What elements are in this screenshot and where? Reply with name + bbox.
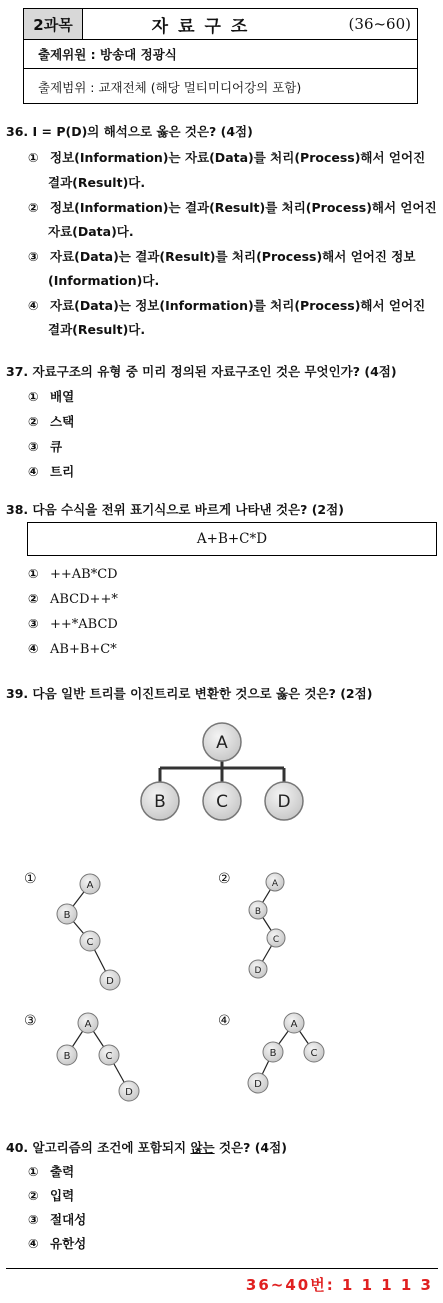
expression-box	[27, 522, 437, 556]
tree-node-a	[203, 723, 241, 761]
q40-option-4: ④ 유한성	[28, 1236, 87, 1251]
q39-option-1-num: ①	[24, 871, 37, 887]
q36-option-3-cont: (Information)다.	[48, 273, 160, 288]
q36-option-4: ④ 자료(Data)는 정보(Information)를 처리(Process)해서 얻어진	[28, 298, 426, 313]
q36-option-1-cont: 결과(Result)다.	[48, 175, 146, 190]
svg-text:C: C	[86, 937, 94, 948]
q39-option-2-num: ②	[218, 871, 231, 887]
author-line: 출제위원 : 방송대 정광식	[24, 39, 417, 69]
q39-option-3-tree	[57, 1013, 139, 1101]
question-36-stem: 36. I = P(D)의 해석으로 옳은 것은? (4점)	[6, 124, 253, 139]
q36-option-4-cont: 결과(Result)다.	[48, 322, 146, 337]
svg-text:A: A	[216, 733, 228, 753]
q40-option-2: ② 입력	[28, 1188, 75, 1203]
question-40-stem: 40. 알고리즘의 조건에 포함되지 않는 것은? (4점)	[6, 1140, 287, 1155]
footer-divider	[6, 1268, 438, 1269]
svg-text:D: D	[277, 792, 291, 812]
question-range: (36~60)	[348, 15, 411, 33]
question-39-stem: 39. 다음 일반 트리를 이진트리로 변환한 것으로 옳은 것은? (2점)	[6, 686, 373, 701]
svg-text:D: D	[254, 1079, 262, 1090]
general-tree	[141, 723, 303, 820]
header-title-row	[24, 9, 417, 40]
q37-option-3: ③ 큐	[28, 439, 63, 454]
q39-option-3-num: ③	[24, 1013, 37, 1029]
question-37-stem: 37. 자료구조의 유형 중 미리 정의된 자료구조인 것은 무엇인가? (4점)	[6, 364, 397, 379]
q37-option-4: ④ 트리	[28, 464, 75, 479]
svg-text:A: A	[271, 879, 279, 889]
answer-key: 36~40번: 1 1 1 1 3	[245, 1276, 433, 1294]
tree-node-b	[141, 782, 179, 820]
q40-option-3: ③ 절대성	[28, 1212, 87, 1227]
svg-text:A: A	[290, 1019, 298, 1030]
q36-option-2-cont: 자료(Data)다.	[48, 224, 134, 239]
q40-option-1: ① 출력	[28, 1164, 75, 1179]
q39-tree-figures	[0, 700, 443, 1120]
expression-text: A+B+C*D	[196, 531, 268, 547]
q38-option-3: ③ ++*ABCD	[28, 616, 118, 632]
q39-option-4-num: ④	[218, 1013, 231, 1029]
svg-text:A: A	[84, 1019, 92, 1030]
scope-line: 출제범위 : 교재전체 (해당 멀티미디어강의 포함)	[38, 79, 302, 95]
q36-option-2: ② 정보(Information)는 결과(Result)를 처리(Process)해서 얻어진	[28, 200, 437, 215]
tree-node-d	[265, 782, 303, 820]
svg-text:B: B	[63, 910, 71, 921]
svg-text:D: D	[254, 966, 262, 976]
svg-text:C: C	[216, 792, 228, 812]
question-38-stem: 38. 다음 수식을 전위 표기식으로 바르게 나타낸 것은? (2점)	[6, 502, 344, 517]
svg-text:D: D	[125, 1087, 133, 1098]
q39-option-4-tree	[248, 1013, 324, 1093]
svg-text:B: B	[269, 1048, 277, 1059]
q38-option-1: ① ++AB*CD	[28, 566, 118, 582]
q36-option-3: ③ 자료(Data)는 결과(Result)를 처리(Process)해서 얻어진 정보	[28, 249, 416, 264]
q38-option-4: ④ AB+B+C*	[28, 641, 117, 657]
tree-node-c	[203, 782, 241, 820]
q37-option-1: ① 배열	[28, 389, 75, 404]
svg-text:B: B	[63, 1051, 71, 1062]
subject-tag: 2과목	[24, 9, 83, 39]
underlined-word: 않는	[190, 1140, 215, 1155]
svg-text:A: A	[86, 880, 94, 891]
q36-option-1: ① 정보(Information)는 자료(Data)를 처리(Process)해서 얻어진	[28, 150, 426, 165]
q37-option-2: ② 스택	[28, 414, 75, 429]
q38-option-2: ② ABCD++*	[28, 591, 118, 607]
q39-option-2-tree	[249, 873, 285, 978]
subject-title: 자료구조	[151, 16, 258, 37]
svg-text:B: B	[254, 907, 262, 917]
svg-text:C: C	[105, 1051, 113, 1062]
svg-text:B: B	[154, 792, 166, 812]
svg-text:C: C	[272, 935, 280, 945]
exam-header-box	[23, 8, 418, 104]
q39-option-1-tree	[57, 874, 120, 990]
svg-text:C: C	[310, 1048, 318, 1059]
svg-text:D: D	[106, 976, 114, 987]
